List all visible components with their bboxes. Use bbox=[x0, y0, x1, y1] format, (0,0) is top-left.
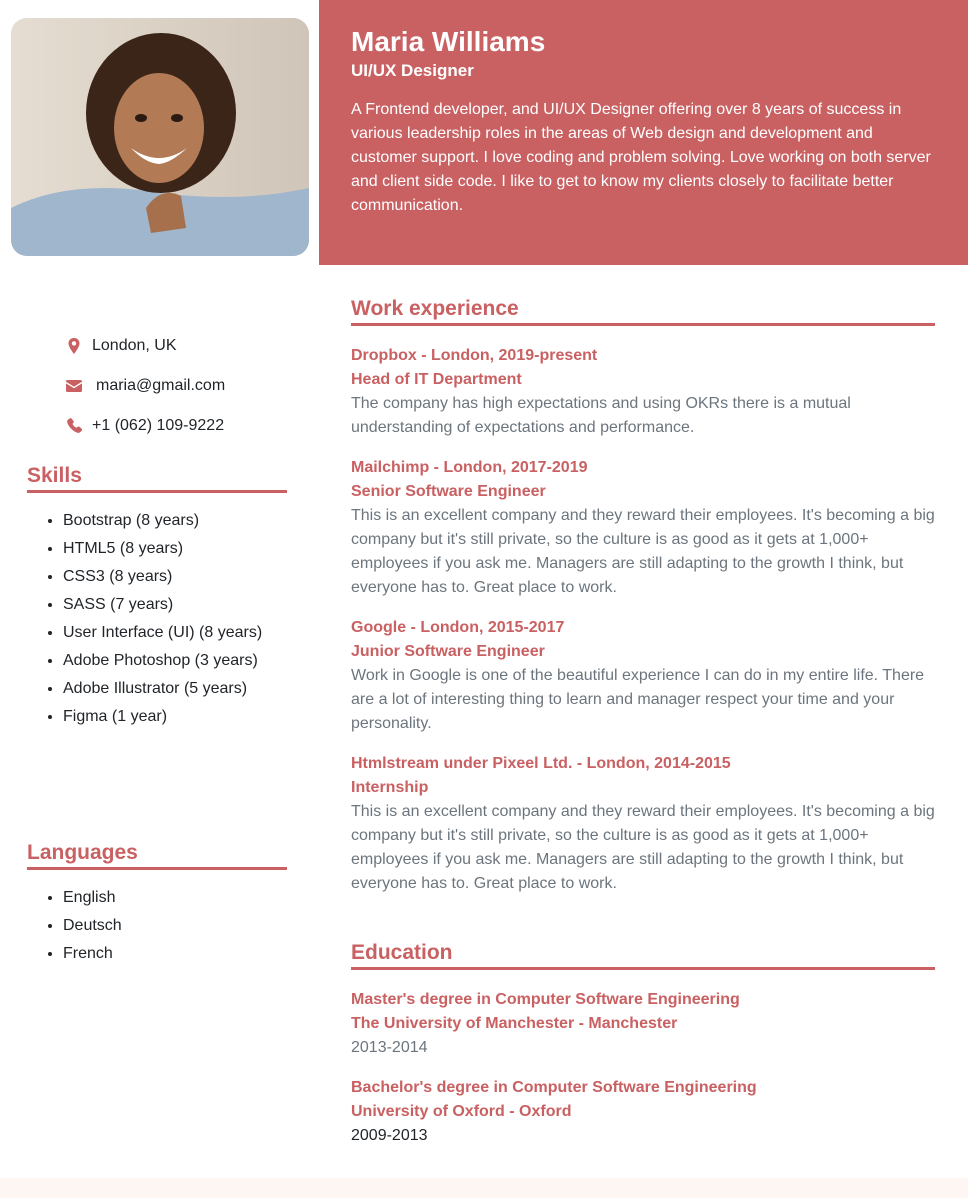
work-position: Junior Software Engineer bbox=[351, 643, 545, 660]
skills-title: Skills bbox=[27, 462, 287, 493]
contact-list bbox=[64, 326, 225, 446]
phone-text: +1 (062) 109-9222 bbox=[92, 417, 225, 434]
work-description: Work in Google is one of the beautiful experience I can do in my entire life. There are a lot of interesting thing to learn and manager respect your time and your personality. bbox=[351, 667, 925, 732]
language-item: • French bbox=[63, 940, 287, 968]
skill-item: • HTML5 (8 years) bbox=[63, 535, 287, 563]
footer-strip bbox=[0, 1178, 968, 1198]
work-position: Senior Software Engineer bbox=[351, 483, 546, 500]
work-description: The company has high expectations and using OKRs there is a mutual understanding of expectations and performance. bbox=[351, 395, 851, 436]
education-years: 2013-2014 bbox=[351, 1039, 428, 1056]
work-entry bbox=[351, 752, 935, 896]
profile-photo-image bbox=[11, 18, 309, 256]
candidate-name: Maria Williams bbox=[351, 26, 546, 57]
education-degree: Bachelor's degree in Computer Software Engineering bbox=[351, 1079, 757, 1096]
education-title: Education bbox=[351, 939, 935, 970]
skills-section bbox=[27, 462, 287, 731]
work-position: Internship bbox=[351, 779, 429, 796]
education-entry bbox=[351, 1076, 935, 1148]
work-company: Google - London, 2015-2017 bbox=[351, 619, 565, 636]
languages-list bbox=[63, 884, 287, 968]
contact-phone bbox=[64, 406, 225, 446]
header-banner bbox=[319, 0, 968, 265]
phone-icon bbox=[64, 416, 84, 436]
education-section bbox=[351, 939, 935, 1148]
work-entry bbox=[351, 456, 935, 600]
skills-list bbox=[63, 507, 287, 731]
education-school: The University of Manchester - Manchester bbox=[351, 1015, 678, 1032]
skill-item: • User Interface (UI) (8 years) bbox=[63, 619, 287, 647]
language-item: • Deutsch bbox=[63, 912, 287, 940]
skill-item: • Adobe Illustrator (5 years) bbox=[63, 675, 287, 703]
education-years: 2009-2013 bbox=[351, 1127, 428, 1144]
work-company: Htmlstream under Pixeel Ltd. - London, 2014-2015 bbox=[351, 755, 731, 772]
contact-location bbox=[64, 326, 225, 366]
work-entry bbox=[351, 344, 935, 440]
work-company: Dropbox - London, 2019-present bbox=[351, 347, 598, 364]
skill-item: • Adobe Photoshop (3 years) bbox=[63, 647, 287, 675]
candidate-role: UI/UX Designer bbox=[351, 61, 474, 80]
language-item: • English bbox=[63, 884, 287, 912]
skill-item: • SASS (7 years) bbox=[63, 591, 287, 619]
education-entry bbox=[351, 988, 935, 1060]
email-link[interactable]: maria@gmail.com bbox=[96, 377, 226, 394]
work-experience-title: Work experience bbox=[351, 295, 935, 326]
profile-summary: A Frontend developer, and UI/UX Designer offering over 8 years of success in various leadership roles in the areas of Web design and development and customer support. I love coding and problem solving. Love working on both server and client side code. I like to get to know my clients closely to facilitate better communication. bbox=[351, 101, 931, 214]
location-pin-icon bbox=[64, 336, 84, 356]
work-experience-section bbox=[351, 295, 935, 896]
work-description: This is an excellent company and they reward their employees. It's becoming a big company but it's still private, so the culture is as good as it gets at 1,000+ employees if you ask me. Managers are still adapting to the growth I think, but everyone has to. Great place to work. bbox=[351, 803, 935, 892]
skill-item: • CSS3 (8 years) bbox=[63, 563, 287, 591]
work-entry bbox=[351, 616, 935, 736]
languages-section bbox=[27, 839, 287, 968]
work-position: Head of IT Department bbox=[351, 371, 522, 388]
profile-photo bbox=[11, 18, 309, 256]
envelope-icon bbox=[64, 376, 84, 396]
work-description: This is an excellent company and they reward their employees. It's becoming a big company but it's still private, so the culture is as good as it gets at 1,000+ employees if you ask me. Managers are still adapting to the growth I think, but everyone has to. Great place to work. bbox=[351, 507, 935, 596]
education-school: University of Oxford - Oxford bbox=[351, 1103, 572, 1120]
education-degree: Master's degree in Computer Software Engineering bbox=[351, 991, 740, 1008]
skill-item: • Bootstrap (8 years) bbox=[63, 507, 287, 535]
contact-email bbox=[64, 366, 225, 406]
location-text: London, UK bbox=[92, 337, 177, 354]
work-company: Mailchimp - London, 2017-2019 bbox=[351, 459, 588, 476]
skill-item: • Figma (1 year) bbox=[63, 703, 287, 731]
languages-title: Languages bbox=[27, 839, 287, 870]
